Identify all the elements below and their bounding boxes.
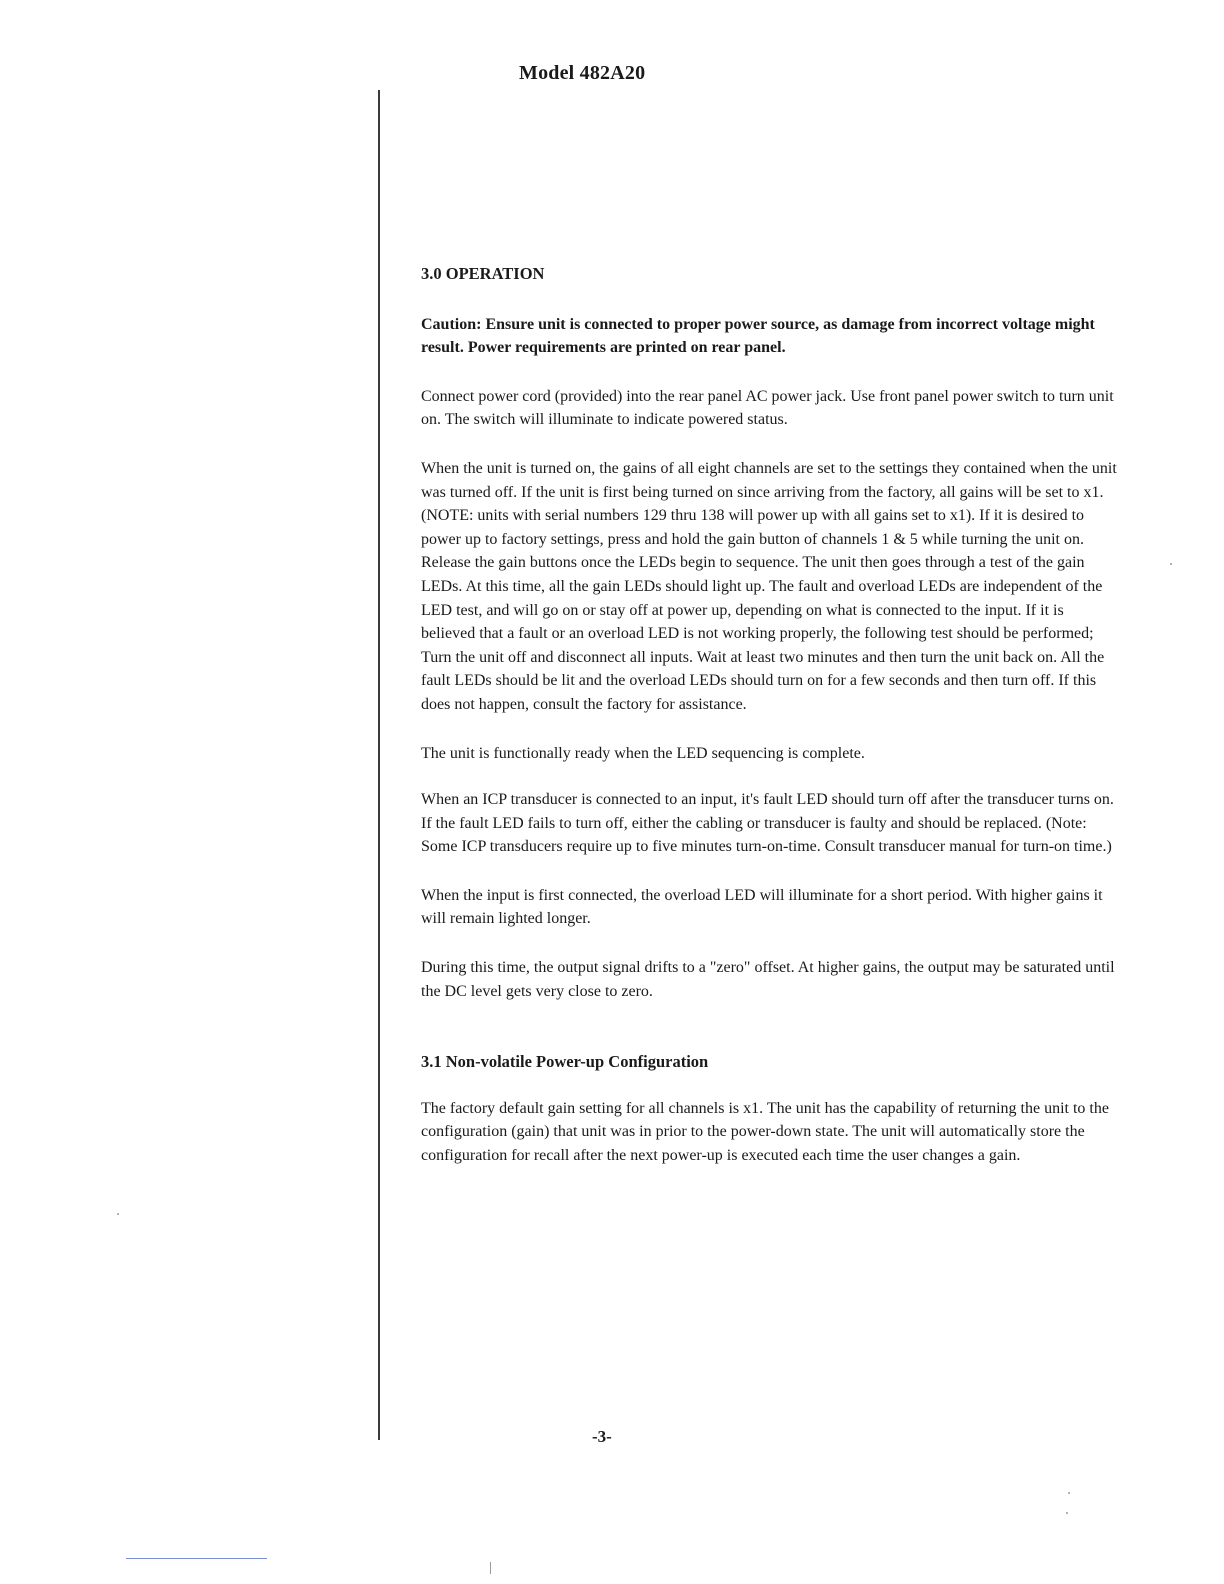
paragraph-power-on-gains: When the unit is turned on, the gains of all eight channels are set to the settings they contained when the unit was turned off. If the unit is first being turned on since arriving from the factory, all gains will be set to x1. (NOTE: units with serial numbers 129 thru 138 will power up with all gains set to x1). If it is desired to power up to factory settings, press and hold the gain button of channels 1 & 5 while turning the unit on. Release the gain buttons once the LEDs begin to sequence. The unit then goes through a test of the gain LEDs. At this time, all the gain LEDs should light up. The fault and overload LEDs are independent of the LED test, and will go on or stay off at power up, depending on what is connected to the input. If it is believed that a fault or an overload LED is not working properly, the following test should be performed; Turn the unit off and disconnect all inputs. Wait at least two minutes and then turn the unit back on. All the fault LEDs should be lit and the overload LEDs should turn on for a few seconds and then turn off. If this does not happen, consult the factory for assistance.: [421, 459, 1117, 713]
paragraph-icp-transducer: When an ICP transducer is connected to an input, it's fault LED should turn off after the transducer turns on. If the fault LED fails to turn off, either the cabling or transducer is faulty and should be replaced. (Note: Some ICP transducers require up to five minutes turn-on-time. Consult transducer manual for turn-on time.): [421, 791, 1114, 856]
scan-artifact-line: [126, 1558, 267, 1559]
paragraph-zero-offset: During this time, the output signal drifts to a "zero" offset. At higher gains, the output may be saturated until the DC level gets very close to zero.: [421, 959, 1115, 1000]
left-margin-rule: [378, 90, 380, 1440]
page-number: -3-: [592, 1427, 612, 1446]
paragraph-power-up-config: The factory default gain setting for all channels is x1. The unit has the capability of returning the unit to the configuration (gain) that unit was in prior to the power-down state. The unit will automatically store the configuration for recall after the next power-up is executed each time the user changes a gain.: [421, 1099, 1109, 1165]
scan-artifact-dot: [117, 1213, 119, 1215]
scan-artifact-tick: [490, 1562, 491, 1574]
scan-artifact-dot: [1066, 1512, 1068, 1514]
scan-artifact-dot: [1068, 1492, 1070, 1494]
section-heading-operation: 3.0 OPERATION: [421, 264, 545, 283]
paragraph-overload-led: When the input is first connected, the overload LED will illuminate for a short period. With higher gains it will remain lighted longer.: [421, 886, 1103, 928]
page-header-title: Model 482A20: [519, 62, 646, 84]
paragraph-functionally-ready: The unit is functionally ready when the LED sequencing is complete.: [421, 744, 865, 762]
scan-artifact-dot: [1170, 563, 1172, 565]
paragraph-power-cord: Connect power cord (provided) into the rear panel AC power jack. Use front panel power switch to turn unit on. The switch will illuminate to indicate powered status.: [421, 387, 1114, 429]
caution-notice: Caution: Ensure unit is connected to proper power source, as damage from incorrect voltage might result. Power requirements are printed on rear panel.: [421, 315, 1095, 357]
subsection-heading-power-up-config: 3.1 Non-volatile Power-up Configuration: [421, 1052, 709, 1072]
document-body: [421, 262, 1121, 1193]
